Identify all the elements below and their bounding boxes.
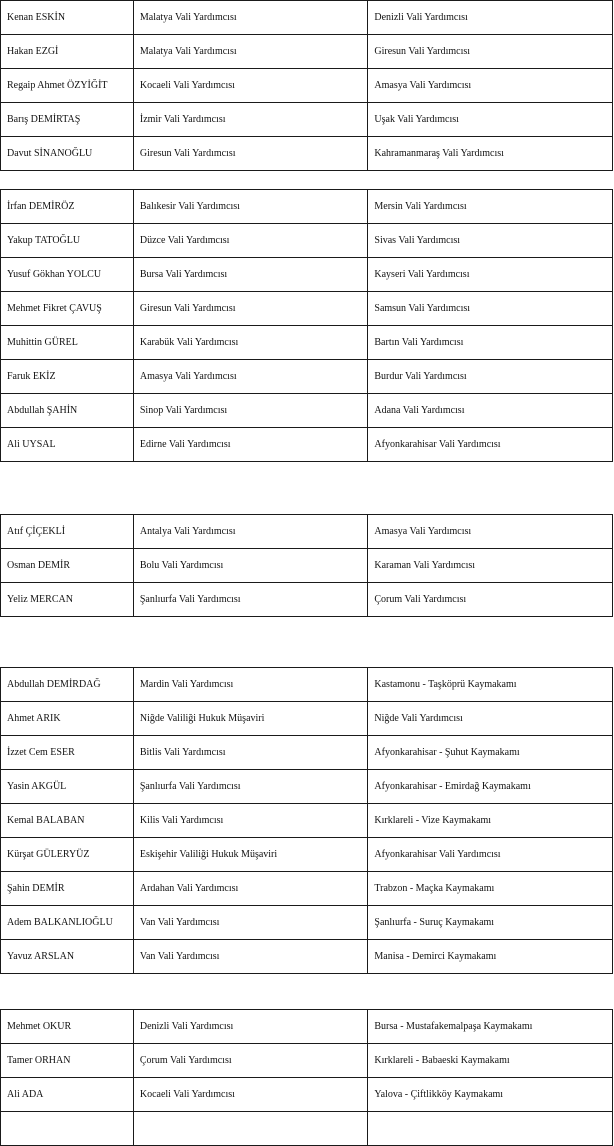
table-row	[1, 326, 613, 360]
current-position: Mardin Vali Yardımcısı	[133, 668, 368, 702]
current-position: Kilis Vali Yardımcısı	[133, 804, 368, 838]
current-position: Malatya Vali Yardımcısı	[133, 1, 368, 35]
table-row	[1, 428, 613, 462]
table-row	[1, 736, 613, 770]
table-row	[1, 668, 613, 702]
current-position: Balıkesir Vali Yardımcısı	[133, 190, 368, 224]
current-position: Malatya Vali Yardımcısı	[133, 35, 368, 69]
person-name: Yavuz ARSLAN	[1, 940, 134, 974]
new-position: Manisa - Demirci Kaymakamı	[368, 940, 613, 974]
person-name: Yusuf Gökhan YOLCU	[1, 258, 134, 292]
person-name: Mehmet Fikret ÇAVUŞ	[1, 292, 134, 326]
current-position	[133, 1112, 368, 1146]
new-position: Kırklareli - Vize Kaymakamı	[368, 804, 613, 838]
current-position: Giresun Vali Yardımcısı	[133, 137, 368, 171]
new-position: Burdur Vali Yardımcısı	[368, 360, 613, 394]
table-row	[1, 1, 613, 35]
new-position: Kahramanmaraş Vali Yardımcısı	[368, 137, 613, 171]
current-position: Bolu Vali Yardımcısı	[133, 549, 368, 583]
person-name: Yasin AKGÜL	[1, 770, 134, 804]
table-row	[1, 1078, 613, 1112]
new-position: Giresun Vali Yardımcısı	[368, 35, 613, 69]
current-position: Van Vali Yardımcısı	[133, 906, 368, 940]
table-row	[1, 360, 613, 394]
current-position: Giresun Vali Yardımcısı	[133, 292, 368, 326]
table-row	[1, 770, 613, 804]
current-position: Karabük Vali Yardımcısı	[133, 326, 368, 360]
new-position: Afyonkarahisar - Şuhut Kaymakamı	[368, 736, 613, 770]
person-name: Atıf ÇİÇEKLİ	[1, 515, 134, 549]
new-position: Karaman Vali Yardımcısı	[368, 549, 613, 583]
current-position: Şanlıurfa Vali Yardımcısı	[133, 583, 368, 617]
person-name: Barış DEMİRTAŞ	[1, 103, 134, 137]
appointment-table-3	[0, 514, 613, 617]
new-position: Kayseri Vali Yardımcısı	[368, 258, 613, 292]
person-name: Yeliz MERCAN	[1, 583, 134, 617]
current-position: Bursa Vali Yardımcısı	[133, 258, 368, 292]
new-position: Afyonkarahisar Vali Yardımcısı	[368, 838, 613, 872]
table-row	[1, 137, 613, 171]
current-position: Denizli Vali Yardımcısı	[133, 1010, 368, 1044]
person-name: Abdullah DEMİRDAĞ	[1, 668, 134, 702]
new-position: Çorum Vali Yardımcısı	[368, 583, 613, 617]
current-position: Bitlis Vali Yardımcısı	[133, 736, 368, 770]
table-row	[1, 515, 613, 549]
new-position: Niğde Vali Yardımcısı	[368, 702, 613, 736]
table-row	[1, 224, 613, 258]
new-position	[368, 1112, 613, 1146]
new-position: Afyonkarahisar Vali Yardımcısı	[368, 428, 613, 462]
current-position: Eskişehir Valiliği Hukuk Müşaviri	[133, 838, 368, 872]
appointment-table-1	[0, 0, 613, 171]
table-row	[1, 103, 613, 137]
person-name: Ali ADA	[1, 1078, 134, 1112]
new-position: Trabzon - Maçka Kaymakamı	[368, 872, 613, 906]
current-position: Çorum Vali Yardımcısı	[133, 1044, 368, 1078]
table-row	[1, 190, 613, 224]
current-position: Antalya Vali Yardımcısı	[133, 515, 368, 549]
person-name: Adem BALKANLIOĞLU	[1, 906, 134, 940]
table-row	[1, 35, 613, 69]
new-position: Kastamonu - Taşköprü Kaymakamı	[368, 668, 613, 702]
person-name: Ahmet ARIK	[1, 702, 134, 736]
table-row	[1, 872, 613, 906]
current-position: Amasya Vali Yardımcısı	[133, 360, 368, 394]
new-position: Amasya Vali Yardımcısı	[368, 515, 613, 549]
current-position: İzmir Vali Yardımcısı	[133, 103, 368, 137]
person-name: Abdullah ŞAHİN	[1, 394, 134, 428]
table-row	[1, 69, 613, 103]
person-name: Mehmet OKUR	[1, 1010, 134, 1044]
person-name: Osman DEMİR	[1, 549, 134, 583]
appointment-table-5	[0, 1009, 613, 1146]
new-position: Şanlıurfa - Suruç Kaymakamı	[368, 906, 613, 940]
person-name: Ali UYSAL	[1, 428, 134, 462]
table-row	[1, 549, 613, 583]
current-position: Van Vali Yardımcısı	[133, 940, 368, 974]
table-row	[1, 1112, 613, 1146]
table-row	[1, 258, 613, 292]
person-name: Faruk EKİZ	[1, 360, 134, 394]
person-name: Regaip Ahmet ÖZYİĞİT	[1, 69, 134, 103]
table-row	[1, 583, 613, 617]
appointment-table-2	[0, 189, 613, 462]
new-position: Denizli Vali Yardımcısı	[368, 1, 613, 35]
new-position: Amasya Vali Yardımcısı	[368, 69, 613, 103]
new-position: Afyonkarahisar - Emirdağ Kaymakamı	[368, 770, 613, 804]
person-name: İrfan DEMİRÖZ	[1, 190, 134, 224]
appointment-table-4	[0, 667, 613, 974]
table-row	[1, 702, 613, 736]
new-position: Mersin Vali Yardımcısı	[368, 190, 613, 224]
table-row	[1, 394, 613, 428]
table-row	[1, 1044, 613, 1078]
new-position: Adana Vali Yardımcısı	[368, 394, 613, 428]
new-position: Sivas Vali Yardımcısı	[368, 224, 613, 258]
person-name: Yakup TATOĞLU	[1, 224, 134, 258]
table-row	[1, 940, 613, 974]
new-position: Yalova - Çiftlikköy Kaymakamı	[368, 1078, 613, 1112]
person-name: Kürşat GÜLERYÜZ	[1, 838, 134, 872]
current-position: Sinop Vali Yardımcısı	[133, 394, 368, 428]
current-position: Düzce Vali Yardımcısı	[133, 224, 368, 258]
new-position: Samsun Vali Yardımcısı	[368, 292, 613, 326]
new-position: Bartın Vali Yardımcısı	[368, 326, 613, 360]
table-row	[1, 906, 613, 940]
person-name: Hakan EZGİ	[1, 35, 134, 69]
new-position: Uşak Vali Yardımcısı	[368, 103, 613, 137]
new-position: Kırklareli - Babaeski Kaymakamı	[368, 1044, 613, 1078]
current-position: Niğde Valiliği Hukuk Müşaviri	[133, 702, 368, 736]
person-name	[1, 1112, 134, 1146]
person-name: Muhittin GÜREL	[1, 326, 134, 360]
table-row	[1, 838, 613, 872]
table-row	[1, 804, 613, 838]
person-name: Tamer ORHAN	[1, 1044, 134, 1078]
current-position: Ardahan Vali Yardımcısı	[133, 872, 368, 906]
current-position: Şanlıurfa Vali Yardımcısı	[133, 770, 368, 804]
person-name: Şahin DEMİR	[1, 872, 134, 906]
person-name: Kemal BALABAN	[1, 804, 134, 838]
person-name: Kenan ESKİN	[1, 1, 134, 35]
current-position: Edirne Vali Yardımcısı	[133, 428, 368, 462]
person-name: İzzet Cem ESER	[1, 736, 134, 770]
current-position: Kocaeli Vali Yardımcısı	[133, 69, 368, 103]
table-row	[1, 1010, 613, 1044]
person-name: Davut SİNANOĞLU	[1, 137, 134, 171]
new-position: Bursa - Mustafakemalpaşa Kaymakamı	[368, 1010, 613, 1044]
current-position: Kocaeli Vali Yardımcısı	[133, 1078, 368, 1112]
table-row	[1, 292, 613, 326]
